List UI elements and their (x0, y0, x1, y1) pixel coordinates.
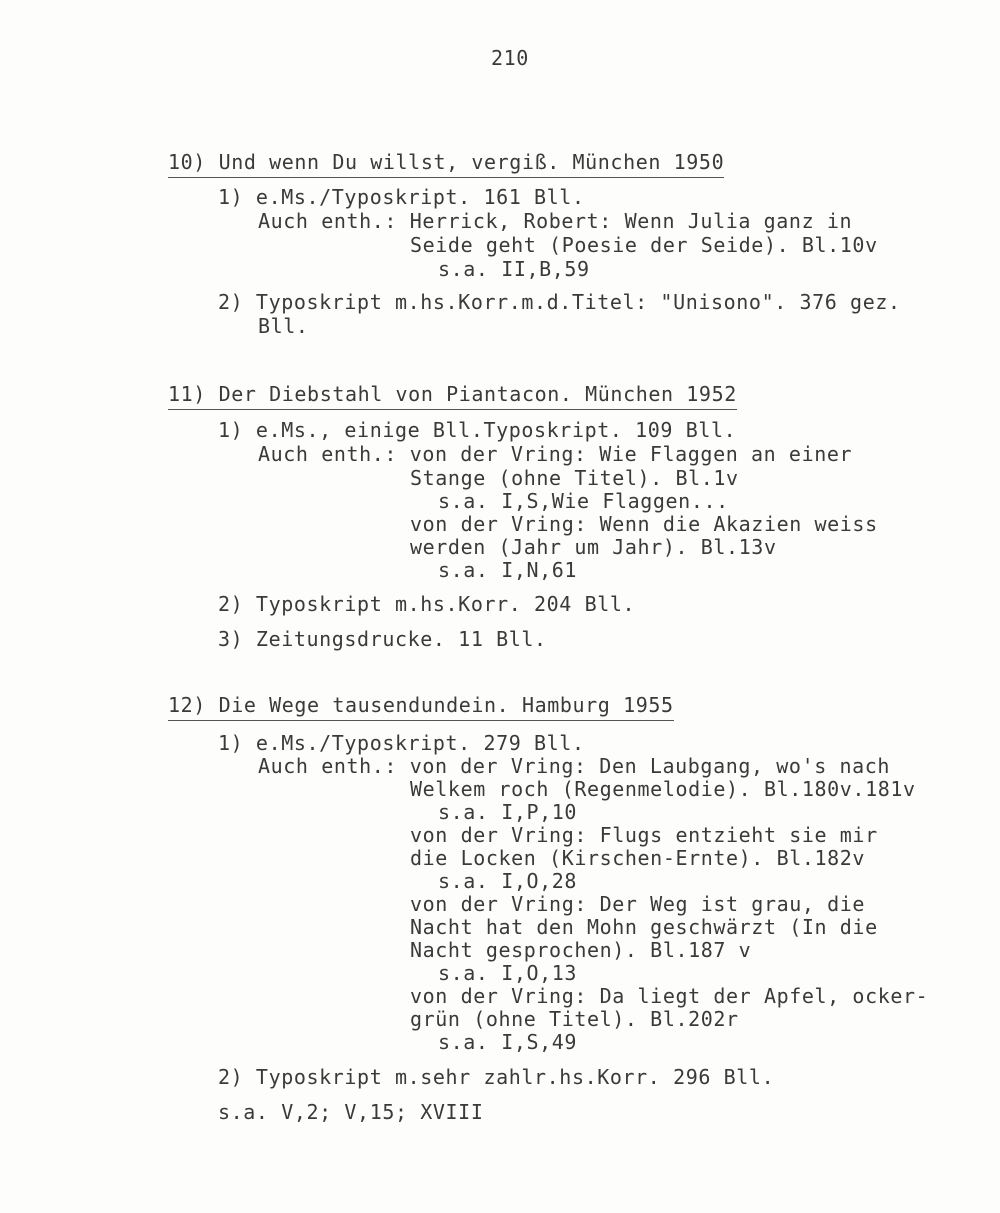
entry-11-detail-line: von der Vring: Wenn die Akazien weiss (410, 512, 878, 536)
entry-11-cross-reference: s.a. I,S,Wie Flaggen... (438, 489, 729, 513)
entry-12-detail-line: Nacht gesprochen). Bl.187 v (410, 938, 752, 962)
entry-11-item-2: 2) Typoskript m.hs.Korr. 204 Bll. (218, 592, 636, 616)
entry-12-also-contains: Auch enth.: von der Vring: Den Laubgang, wo's nach (258, 754, 891, 778)
entry-11-item-1: 1) e.Ms., einige Bll.Typoskript. 109 Bll. (218, 418, 737, 442)
entry-10-cross-reference: s.a. II,B,59 (438, 257, 590, 281)
entry-12-detail-line: die Locken (Kirschen-Ernte). Bl.182v (410, 846, 866, 870)
entry-11-cross-reference: s.a. I,N,61 (438, 558, 578, 582)
entry-10-item-2: 2) Typoskript m.hs.Korr.m.d.Titel: "Unisono". 376 gez. (218, 290, 901, 314)
entry-10-item-1: 1) e.Ms./Typoskript. 161 Bll. (218, 185, 585, 209)
entry-12-detail-line: von der Vring: Flugs entzieht sie mir (410, 823, 878, 847)
entry-11-detail-line: Stange (ohne Titel). Bl.1v (410, 466, 739, 490)
entry-12-cross-reference: s.a. I,P,10 (438, 800, 578, 824)
entry-12-see-also: s.a. V,2; V,15; XVIII (218, 1100, 484, 1124)
entry-10-item-2-continued: Bll. (258, 314, 309, 338)
entry-12-detail-line: Nacht hat den Mohn geschwärzt (In die (410, 915, 878, 939)
entry-12-detail-line: von der Vring: Der Weg ist grau, die (410, 892, 866, 916)
entry-12-item-2: 2) Typoskript m.sehr zahlr.hs.Korr. 296 Bll. (218, 1065, 775, 1089)
entry-12-cross-reference: s.a. I,O,28 (438, 869, 578, 893)
entry-10-detail-line: Seide geht (Poesie der Seide). Bl.10v (410, 233, 878, 257)
entry-12-cross-reference: s.a. I,S,49 (438, 1030, 578, 1054)
page-number: 210 (491, 46, 529, 70)
entry-12-cross-reference: s.a. I,O,13 (438, 961, 578, 985)
entry-12-item-1: 1) e.Ms./Typoskript. 279 Bll. (218, 731, 585, 755)
entry-10-also-contains: Auch enth.: Herrick, Robert: Wenn Julia ganz in (258, 209, 853, 233)
entry-heading-10: 10) Und wenn Du willst, vergiß. München 1950 (168, 150, 724, 178)
entry-heading-12: 12) Die Wege tausendundein. Hamburg 1955 (168, 693, 674, 721)
entry-11-also-contains: Auch enth.: von der Vring: Wie Flaggen an einer (258, 442, 853, 466)
entry-12-detail-line: Welkem roch (Regenmelodie). Bl.180v.181v (410, 777, 916, 801)
entry-12-detail-line: von der Vring: Da liegt der Apfel, ocker- (410, 984, 929, 1008)
entry-11-detail-line: werden (Jahr um Jahr). Bl.13v (410, 535, 777, 559)
entry-11-item-3: 3) Zeitungsdrucke. 11 Bll. (218, 627, 547, 651)
entry-heading-11: 11) Der Diebstahl von Piantacon. München 1952 (168, 382, 737, 410)
entry-12-detail-line: grün (ohne Titel). Bl.202r (410, 1007, 739, 1031)
